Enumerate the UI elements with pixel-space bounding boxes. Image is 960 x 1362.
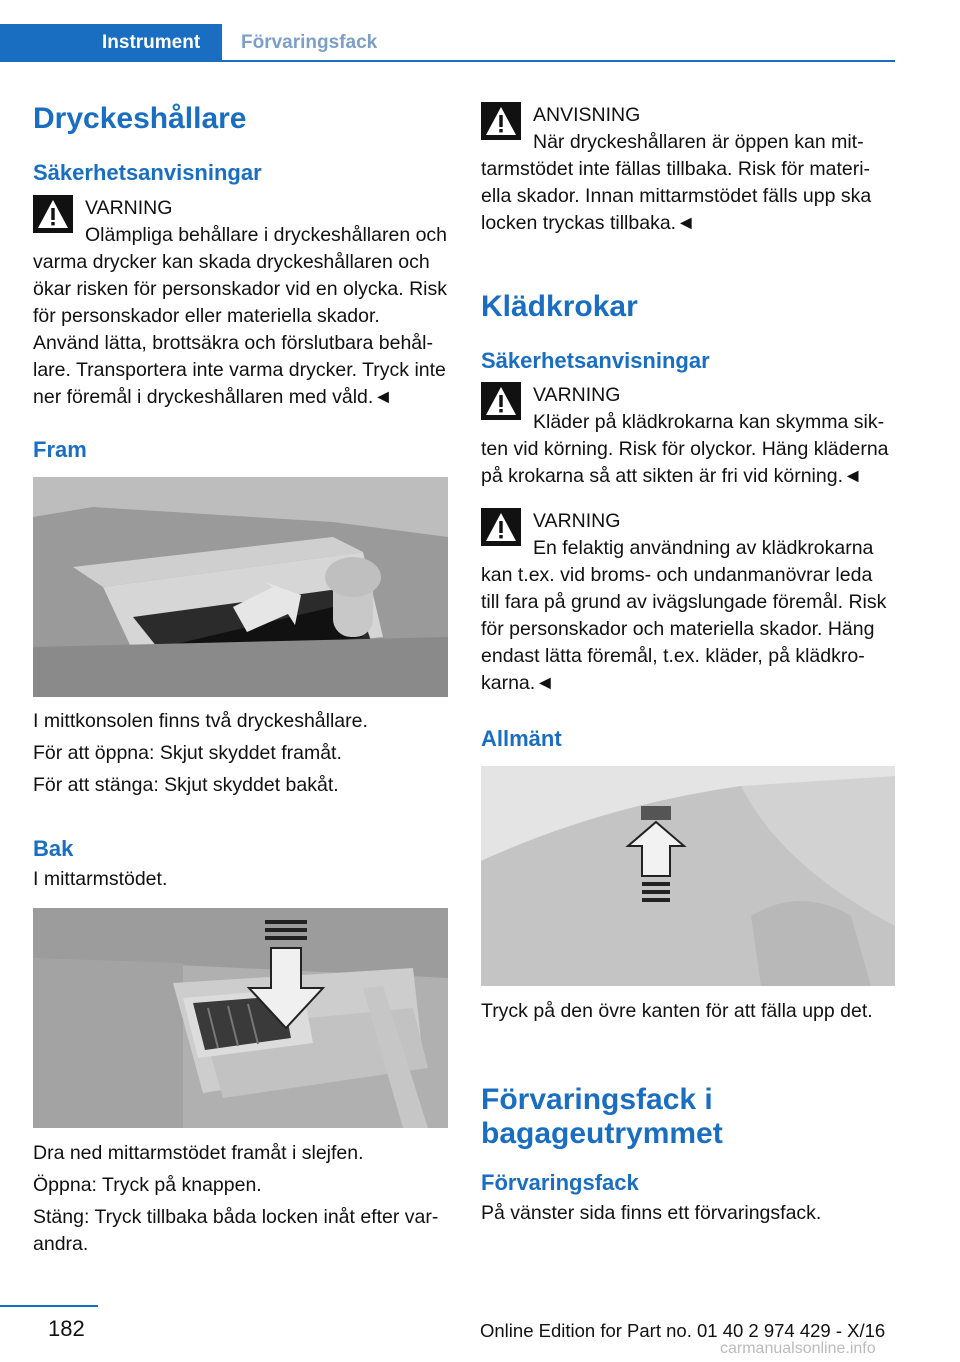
notice-triangle-icon [481,102,521,140]
rear-armrest-image [33,908,448,1128]
forvaringsfack-text: På vänster sida finns ett förvaringsfack. [481,1202,822,1224]
warning-triangle-icon-2 [481,508,521,546]
page-number-line [0,1305,98,1307]
page-number: 182 [48,1316,85,1341]
warning-block [33,195,448,411]
warning-triangle-icon [33,195,73,233]
bak-intro: I mittarmstödet. [33,868,168,890]
warning-text-2: En felaktig användning av klädkrokarna kan t.ex. vid broms- och undanmanövrar leda till fara på grund av ivägslungade föremål. Risk för personskador och materiella skador. Häng endast lätta föremål, t.ex. kläder, på klädkro‐karna.◄ [481,537,887,694]
edition-text: Online Edition for Part no. 01 40 2 974 429 - X/16 [480,1320,886,1341]
bak-heading: Bak [33,836,74,861]
fram-line-3: För att stänga: Skjut skyddet bakåt. [33,774,339,796]
fram-line-2: För att öppna: Skjut skyddet framåt. [33,742,342,764]
notice-block [481,102,895,237]
watermark: carmanualsonline.info [720,1340,876,1357]
allmant-text: Tryck på den övre kanten för att fälla upp det. [481,1000,873,1022]
forvaringsfack-subheading: Förvaringsfack [481,1170,639,1195]
bak-line-2: Öppna: Tryck på knappen. [33,1174,262,1196]
warning-triangle-icon-1 [481,382,521,420]
coat-hook-image [481,766,895,986]
section-title-forvaringsfack: Förvaringsfack i bagageutrymmet [481,1083,723,1150]
warning-block-2 [481,508,895,697]
notice-text: När dryckeshållaren är öppen kan mit‐tarmstödet inte fällas tillbaka. Risk för materi‐ella skador. Innan mittarmstödet fälls upp ska locken tryckas tillbaka.◄ [481,131,872,234]
tab-instrument[interactable]: Instrument [0,24,222,62]
section-title-kladkrokar: Klädkrokar [481,290,638,323]
tab-forvaringsfack[interactable]: Förvaringsfack [241,32,378,53]
warning-text-1: Kläder på klädkrokarna kan skymma sik‐ten vid körning. Risk för olyckor. Häng kläderna på krokarna så att sikten är fri vid körning.◄ [481,411,889,487]
warning-text: Olämpliga behållare i dryckeshållaren och varma drycker kan skada dryckeshållaren och ökar risken för personskador vid en olycka. Risk för personskador eller materiella skador. Använd lätta, brottsäkra och förslutbara behål‐lare. Transportera inte varma drycker. Tryck inte ner föremål i dryckeshållaren med våld.◄ [33,224,448,408]
allmant-heading: Allmänt [481,726,562,751]
warning-label: VARNING [85,197,173,219]
top-tab-bar [0,24,895,62]
fram-line-1: I mittkonsolen finns två dryckeshållare. [33,710,368,732]
safety-heading: Säkerhetsanvisningar [33,160,262,185]
safety-heading-right: Säkerhetsanvisningar [481,348,710,373]
warning-block-1 [481,382,895,490]
section-title-dryckeshallare: Dryckeshållare [33,102,247,135]
warning-label-2: VARNING [533,510,621,532]
notice-label: ANVISNING [533,104,641,126]
fram-heading: Fram [33,437,87,462]
warning-label-1: VARNING [533,384,621,406]
bak-line-3: Stäng: Tryck tillbaka båda locken inåt efter var‐andra. [33,1206,439,1255]
bak-line-1: Dra ned mittarmstödet framåt i slejfen. [33,1142,364,1164]
front-cupholder-image [33,477,448,697]
